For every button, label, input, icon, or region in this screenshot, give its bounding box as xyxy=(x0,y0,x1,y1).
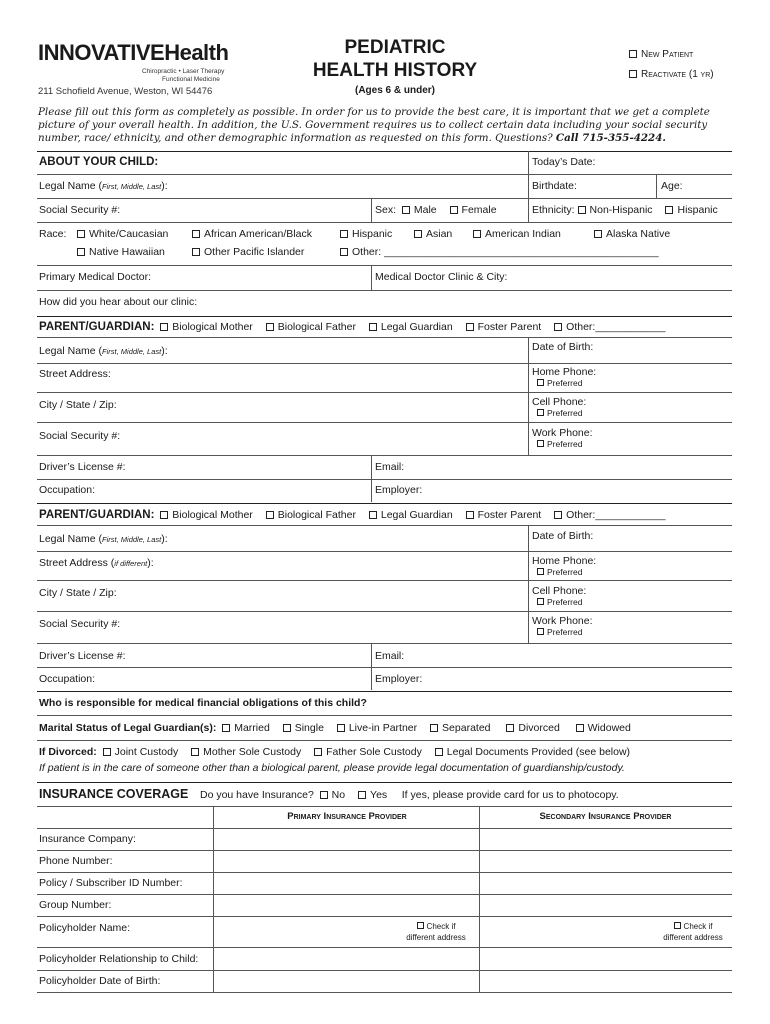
father-custody-checkbox[interactable] xyxy=(314,748,322,756)
insurance-heading: INSURANCE COVERAGE xyxy=(39,787,189,801)
secondary-diff-address[interactable]: Check if different address xyxy=(663,922,723,942)
male-label: Male xyxy=(413,204,437,216)
race-option-5[interactable]: Alaska Native xyxy=(594,228,670,240)
race-option-6[interactable]: Native Hawaiian xyxy=(77,246,165,258)
guardian-2-ssn-label[interactable]: Social Security #: xyxy=(39,618,121,630)
financial-responsible-label[interactable]: Who is responsible for medical financial obligations of this child? xyxy=(39,697,367,709)
guardian-1-employer-label[interactable]: Employer: xyxy=(375,484,423,496)
form-title xyxy=(300,36,490,96)
marital-status-row: Marital Status of Legal Guardian(s): Married Single Live-in Partner Separated Divorced Widowed xyxy=(39,722,631,734)
ins-row-group[interactable]: Group Number: xyxy=(39,899,112,911)
guardian-1-cell-preferred[interactable]: Preferred xyxy=(537,408,582,418)
guardian-2-cell-preferred[interactable]: Preferred xyxy=(537,597,582,607)
secondary-insurance-header: Secondary Insurance Provider xyxy=(539,811,672,822)
reactivate-label: Reactivate (1 yr) xyxy=(641,69,714,80)
primary-diff-address[interactable]: Check if different address xyxy=(406,922,466,942)
new-patient-checkbox[interactable] xyxy=(629,50,637,58)
non-hispanic-label: Non-Hispanic xyxy=(589,204,653,216)
guardian-1-foster-checkbox[interactable] xyxy=(466,323,474,331)
guardian-2-bio-father-checkbox[interactable] xyxy=(266,511,274,519)
guardian-1-name-label[interactable]: Legal Name (First, Middle, Last): xyxy=(39,345,168,357)
joint-custody-checkbox[interactable] xyxy=(103,748,111,756)
guardian-1-occupation-label[interactable]: Occupation: xyxy=(39,484,96,496)
guardian-1-license-label[interactable]: Driver’s License #: xyxy=(39,461,126,473)
single-checkbox[interactable] xyxy=(283,724,291,732)
guardian-2-other-checkbox[interactable] xyxy=(554,511,562,519)
guardian-2-heading: PARENT/GUARDIAN: xyxy=(39,509,155,521)
insurance-no-checkbox[interactable] xyxy=(320,791,328,799)
reactivate-checkbox[interactable] xyxy=(629,70,637,78)
clinic-address: 211 Schofield Avenue, Weston, WI 54476 xyxy=(38,86,213,97)
ins-row-dob[interactable]: Policyholder Date of Birth: xyxy=(39,975,161,987)
guardian-2-work-preferred[interactable]: Preferred xyxy=(537,627,582,637)
guardianship-note: If patient is in the care of someone other than a biological parent, please provide legal documentation of guardianship/custody. xyxy=(39,762,625,774)
guardian-2-email-label[interactable]: Email: xyxy=(375,650,405,662)
ins-row-policy-id[interactable]: Policy / Subscriber ID Number: xyxy=(39,877,183,889)
female-label: Female xyxy=(461,204,497,216)
guardian-1-bio-mother-checkbox[interactable] xyxy=(160,323,168,331)
mother-custody-checkbox[interactable] xyxy=(191,748,199,756)
divorced-row: If Divorced: Joint Custody Mother Sole Custody Father Sole Custody Legal Documents Provided (see below) xyxy=(39,746,631,758)
primary-doctor-label[interactable]: Primary Medical Doctor: xyxy=(39,271,152,283)
widowed-checkbox[interactable] xyxy=(576,724,584,732)
how-hear-label[interactable]: How did you hear about our clinic: xyxy=(39,296,198,308)
insurance-question-row: Do you have Insurance? No Yes If yes, please provide card for us to photocopy. xyxy=(200,789,619,801)
guardian-2-home-phone-label[interactable]: Home Phone: xyxy=(532,555,597,567)
intro-text xyxy=(38,106,738,145)
race-other[interactable]: Other: _______________________________________________ xyxy=(340,246,659,258)
guardian-1-work-phone-label[interactable]: Work Phone: xyxy=(532,427,593,439)
race-option-3[interactable]: Asian xyxy=(414,228,452,240)
sex-label: Sex: xyxy=(375,204,397,216)
intro-paragraph: Please fill out this form as completely as possible. In order for us to provide the best care, it is important that we get a complete picture of your overall health. In addition, the U.S. Government requires us to collect certain data including your social security number, race/ ethnicity, and other demographic information as requested on this form. Questions? xyxy=(38,106,710,144)
non-hispanic-checkbox[interactable] xyxy=(578,206,586,214)
guardian-2-foster-checkbox[interactable] xyxy=(466,511,474,519)
guardian-1-other-checkbox[interactable] xyxy=(554,323,562,331)
guardian-1-bio-father-checkbox[interactable] xyxy=(266,323,274,331)
ethnicity-label: Ethnicity: xyxy=(532,204,575,216)
child-ssn-label[interactable]: Social Security #: xyxy=(39,204,121,216)
sex-field xyxy=(375,204,497,216)
hispanic-checkbox[interactable] xyxy=(665,206,673,214)
todays-date-label: Today’s Date: xyxy=(532,156,596,168)
doctor-clinic-label[interactable]: Medical Doctor Clinic & City: xyxy=(375,271,508,283)
guardian-2-cell-phone-label[interactable]: Cell Phone: xyxy=(532,585,587,597)
logo-tagline-1: Chiropractic • Laser Therapy xyxy=(142,68,225,75)
guardian-2-home-preferred[interactable]: Preferred xyxy=(537,567,582,577)
primary-insurance-header: Primary Insurance Provider xyxy=(287,811,407,822)
logo-tagline-2: Functional Medicine xyxy=(162,76,220,83)
title-line-1: PEDIATRIC xyxy=(344,37,446,58)
guardian-2-work-phone-label[interactable]: Work Phone: xyxy=(532,615,593,627)
guardian-1-ssn-label[interactable]: Social Security #: xyxy=(39,430,121,442)
race-option-7[interactable]: Other Pacific Islander xyxy=(192,246,304,258)
reactivate-option[interactable] xyxy=(629,69,714,80)
divorced-checkbox[interactable] xyxy=(506,724,514,732)
insurance-note: If yes, please provide card for us to photocopy. xyxy=(401,789,619,801)
logo xyxy=(38,40,229,83)
insurance-yes-checkbox[interactable] xyxy=(358,791,366,799)
intro-phone: Call 715-355-4224. xyxy=(555,132,666,144)
guardian-2-bio-mother-checkbox[interactable] xyxy=(160,511,168,519)
guardian-1-legal-guardian-checkbox[interactable] xyxy=(369,323,377,331)
ins-row-relationship[interactable]: Policyholder Relationship to Child: xyxy=(39,953,199,965)
guardian-1-work-preferred[interactable]: Preferred xyxy=(537,439,582,449)
insurance-heading-row xyxy=(39,787,188,801)
hispanic-label: Hispanic xyxy=(677,204,718,216)
guardian-1-street-label[interactable]: Street Address: xyxy=(39,368,111,380)
marital-status-label: Marital Status of Legal Guardian(s): xyxy=(39,722,217,734)
ins-row-company[interactable]: Insurance Company: xyxy=(39,833,136,845)
race-label: Race: xyxy=(39,228,67,240)
race-option-2[interactable]: Hispanic xyxy=(340,228,392,240)
guardian-1-email-label[interactable]: Email: xyxy=(375,461,405,473)
title-subtitle: (Ages 6 & under) xyxy=(354,85,435,96)
guardian-2-employer-label[interactable]: Employer: xyxy=(375,673,423,685)
guardian-2-dob-label[interactable]: Date of Birth: xyxy=(532,530,594,542)
birthdate-label[interactable]: Birthdate: xyxy=(532,180,577,192)
new-patient-option[interactable] xyxy=(629,49,693,60)
child-section-heading: ABOUT YOUR CHILD: xyxy=(39,156,159,168)
live-in-checkbox[interactable] xyxy=(337,724,345,732)
ethnicity-field xyxy=(532,204,718,216)
legal-docs-checkbox[interactable] xyxy=(435,748,443,756)
guardian-1-home-phone-label[interactable]: Home Phone: xyxy=(532,366,597,378)
guardian-2-city-label[interactable]: City / State / Zip: xyxy=(39,587,117,599)
guardian-2-heading-row: PARENT/GUARDIAN: Biological Mother Biological Father Legal Guardian Foster Parent Other:____________ xyxy=(39,509,666,521)
married-checkbox[interactable] xyxy=(222,724,230,732)
guardian-1-home-preferred[interactable]: Preferred xyxy=(537,378,582,388)
guardian-1-city-label[interactable]: City / State / Zip: xyxy=(39,399,117,411)
female-checkbox[interactable] xyxy=(450,206,458,214)
guardian-1-heading-row: PARENT/GUARDIAN: Biological Mother Biological Father Legal Guardian Foster Parent Other:____________ xyxy=(39,321,666,333)
guardian-1-heading: PARENT/GUARDIAN: xyxy=(39,321,155,333)
guardian-2-license-label[interactable]: Driver’s License #: xyxy=(39,650,126,662)
insurance-question: Do you have Insurance? xyxy=(200,789,314,801)
logo-text: INNOVATIVEHealth xyxy=(38,40,229,65)
race-option-0[interactable]: White/Caucasian xyxy=(77,228,168,240)
new-patient-label: New Patient xyxy=(641,49,694,60)
guardian-1-cell-phone-label[interactable]: Cell Phone: xyxy=(532,396,587,408)
ins-row-policyholder[interactable]: Policyholder Name: xyxy=(39,922,131,934)
guardian-2-street-label[interactable]: Street Address (if different): xyxy=(39,557,154,569)
separated-checkbox[interactable] xyxy=(430,724,438,732)
ins-row-phone[interactable]: Phone Number: xyxy=(39,855,113,867)
age-label[interactable]: Age: xyxy=(661,180,683,192)
guardian-2-legal-guardian-checkbox[interactable] xyxy=(369,511,377,519)
male-checkbox[interactable] xyxy=(402,206,410,214)
race-option-1[interactable]: African American/Black xyxy=(192,228,312,240)
child-legal-name-label[interactable]: Legal Name (First, Middle, Last): xyxy=(39,180,168,192)
race-option-4[interactable]: American Indian xyxy=(473,228,561,240)
guardian-2-name-label[interactable]: Legal Name (First, Middle, Last): xyxy=(39,533,168,545)
guardian-1-dob-label[interactable]: Date of Birth: xyxy=(532,341,594,353)
guardian-2-occupation-label[interactable]: Occupation: xyxy=(39,673,96,685)
divorced-label: If Divorced: xyxy=(39,746,97,758)
title-line-2: HEALTH HISTORY xyxy=(312,60,478,81)
